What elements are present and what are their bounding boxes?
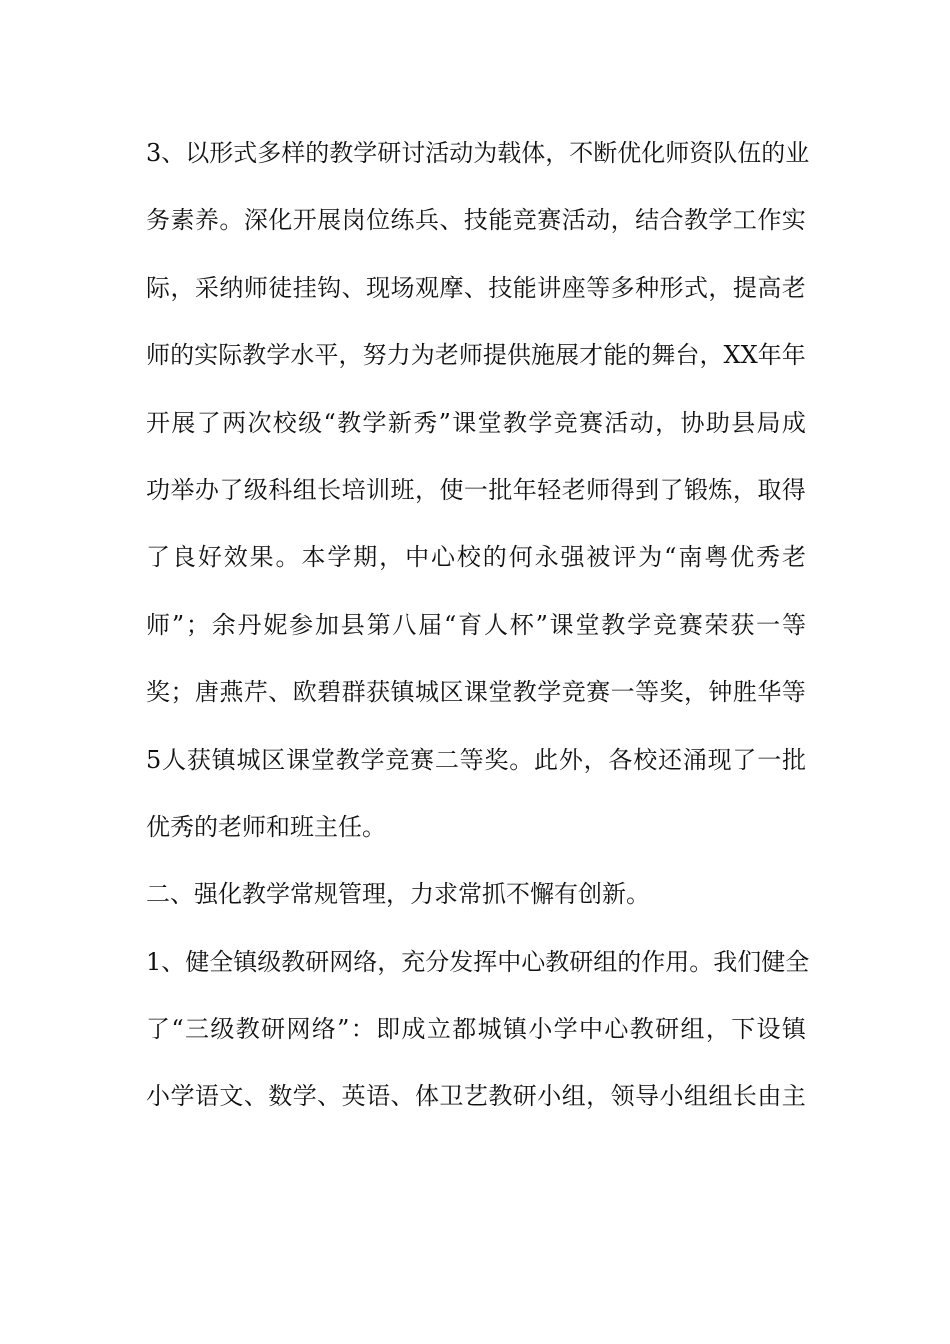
text-line: 小 学 语 文 、 数 学 、 英 语 、 体 卫 艺 教 研 小 组 ， 领 导 小 组 组 长 由 主 bbox=[146, 1082, 806, 1111]
text-line: 二、强化教学常规管理，力求常抓不懈有创新。 bbox=[146, 880, 650, 909]
text-line: 了 良 好 效 果 。 本 学 期 ， 中 心 校 的 何 永 强 被 评 为 “ 南 粤 优 秀 老 bbox=[146, 543, 806, 572]
text-line: 5 人 获 镇 城 区 课 堂 教 学 竞 赛 二 等 奖 。 此 外 ， 各 校 还 涌 现 了 一 批 bbox=[146, 745, 806, 774]
text-line: 1 、 健 全 镇 级 教 研 网 络 ， 充 分 发 挥 中 心 教 研 组 的 作 用 。 我 们 健 全 bbox=[146, 947, 810, 976]
text-line: 际 ， 采 纳 师 徒 挂 钩 、 现 场 观 摩 、 技 能 讲 座 等 多 种 形 式 ， 提 高 老 bbox=[146, 273, 806, 302]
text-line: 功 举 办 了 级 科 组 长 培 训 班 ， 使 一 批 年 轻 老 师 得 到 了 锻 炼 ， 取 得 bbox=[146, 475, 806, 504]
text-line: 了 “ 三 级 教 研 网 络 ” ： 即 成 立 都 城 镇 小 学 中 心 教 研 组 ， 下 设 镇 bbox=[146, 1015, 806, 1044]
document-body bbox=[146, 129, 810, 1140]
text-line: 奖 ； 唐 燕 芹 、 欧 碧 群 获 镇 城 区 课 堂 教 学 竞 赛 一 等 奖 ， 钟 胜 华 等 bbox=[146, 678, 806, 707]
text-line: 优秀的老师和班主任。 bbox=[146, 812, 386, 841]
text-line: 师 的 实 际 教 学 水 平 ， 努 力 为 老 师 提 供 施 展 才 能 的 舞 台 ， XX 年 年 bbox=[146, 341, 806, 370]
text-line: 师 ” ； 余 丹 妮 参 加 县 第 八 届 “ 育 人 杯 ” 课 堂 教 学 竞 赛 荣 获 一 等 bbox=[146, 610, 806, 639]
text-line: 开 展 了 两 次 校 级 “ 教 学 新 秀 ” 课 堂 教 学 竞 赛 活 动 ， 协 助 县 局 成 bbox=[146, 408, 806, 437]
text-line: 务 素 养 。 深 化 开 展 岗 位 练 兵 、 技 能 竞 赛 活 动 ， 结 合 教 学 工 作 实 bbox=[146, 206, 806, 235]
text-line: 3 、 以 形 式 多 样 的 教 学 研 讨 活 动 为 载 体 ， 不 断 优 化 师 资 队 伍 的 业 bbox=[146, 139, 810, 167]
